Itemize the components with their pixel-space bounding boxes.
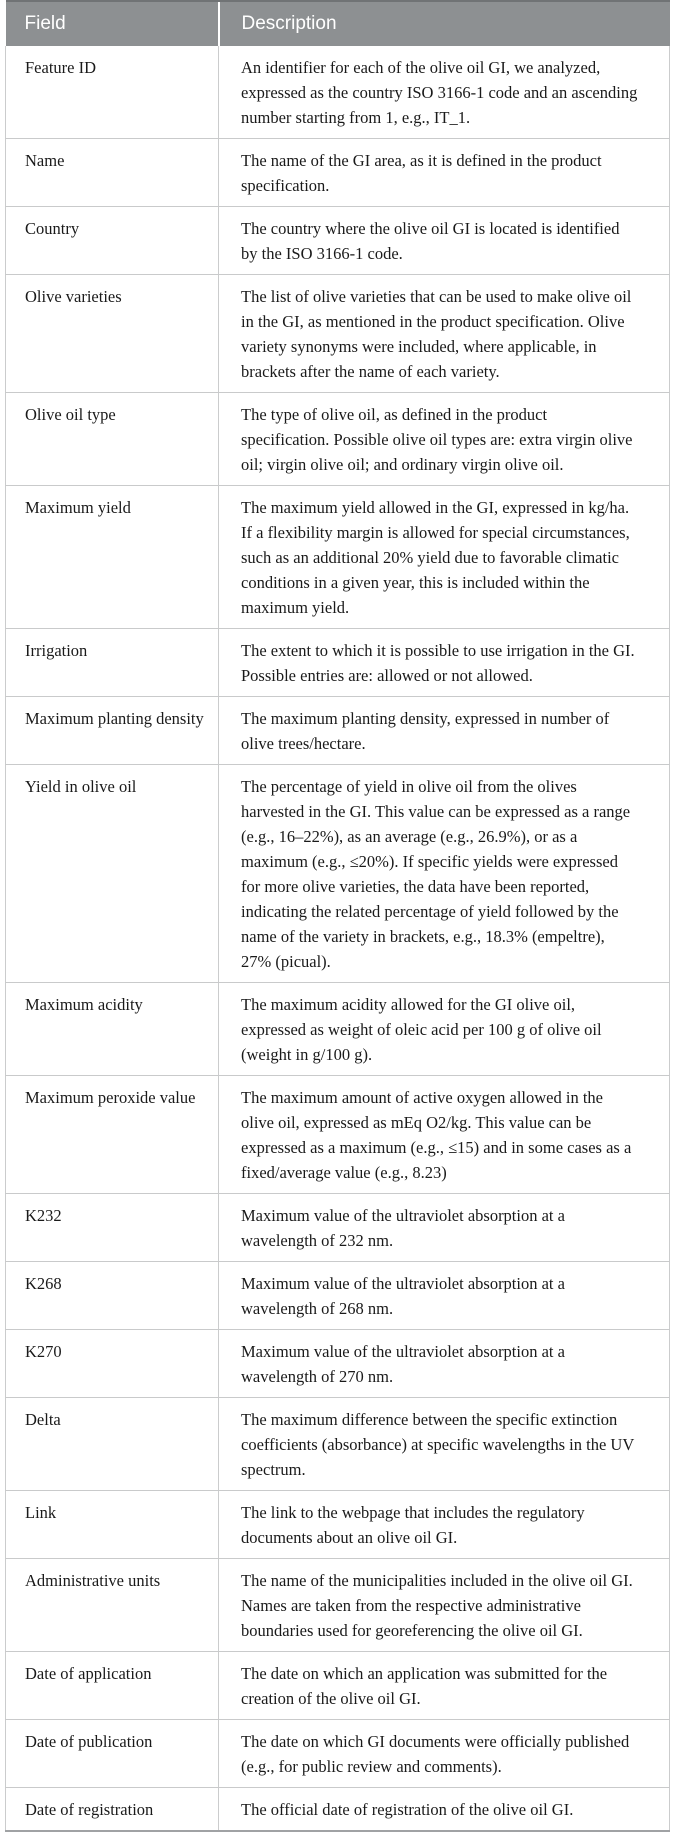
field-cell: Delta [6, 1398, 219, 1491]
field-cell: Date of registration [6, 1788, 219, 1832]
field-cell: Irrigation [6, 629, 219, 697]
description-cell: Maximum value of the ultraviolet absorption at a wavelength of 270 nm. [219, 1330, 670, 1398]
fields-table [5, 0, 670, 1832]
table-row [6, 275, 670, 393]
field-cell: Yield in olive oil [6, 765, 219, 983]
description-cell: An identifier for each of the olive oil GI, we analyzed, expressed as the country ISO 3166-1 code and an ascending number starting from 1, e.g., IT_1. [219, 46, 670, 139]
field-cell: Feature ID [6, 46, 219, 139]
description-cell: The extent to which it is possible to use irrigation in the GI. Possible entries are: allowed or not allowed. [219, 629, 670, 697]
description-cell: The type of olive oil, as defined in the product specification. Possible olive oil types are: extra virgin olive oil; virgin olive oil; and ordinary virgin olive oil. [219, 393, 670, 486]
description-cell: The maximum planting density, expressed in number of olive trees/hectare. [219, 697, 670, 765]
table-row [6, 486, 670, 629]
description-cell: The maximum difference between the specific extinction coefficients (absorbance) at specific wavelengths in the UV spectrum. [219, 1398, 670, 1491]
field-cell: K268 [6, 1262, 219, 1330]
table-row [6, 697, 670, 765]
description-cell: The link to the webpage that includes the regulatory documents about an olive oil GI. [219, 1491, 670, 1559]
description-cell: Maximum value of the ultraviolet absorption at a wavelength of 268 nm. [219, 1262, 670, 1330]
table-row [6, 393, 670, 486]
description-cell: The name of the municipalities included in the olive oil GI. Names are taken from the respective administrative boundaries used for georeferencing the olive oil GI. [219, 1559, 670, 1652]
field-cell: Name [6, 139, 219, 207]
table-row [6, 1262, 670, 1330]
table-row [6, 46, 670, 139]
field-cell: Maximum peroxide value [6, 1076, 219, 1194]
field-cell: Maximum planting density [6, 697, 219, 765]
table-row [6, 983, 670, 1076]
field-cell: Country [6, 207, 219, 275]
field-cell: Olive varieties [6, 275, 219, 393]
field-cell: Maximum acidity [6, 983, 219, 1076]
description-cell: Maximum value of the ultraviolet absorption at a wavelength of 232 nm. [219, 1194, 670, 1262]
table-row [6, 629, 670, 697]
field-cell: Date of publication [6, 1720, 219, 1788]
table-row [6, 1559, 670, 1652]
table-row [6, 1398, 670, 1491]
table-row [6, 1330, 670, 1398]
description-cell: The country where the olive oil GI is located is identified by the ISO 3166-1 code. [219, 207, 670, 275]
table-header [6, 1, 670, 46]
table-row [6, 1788, 670, 1832]
field-cell: Link [6, 1491, 219, 1559]
table-body [6, 46, 670, 1831]
field-cell: Olive oil type [6, 393, 219, 486]
description-cell: The official date of registration of the olive oil GI. [219, 1788, 670, 1832]
description-cell: The date on which an application was submitted for the creation of the olive oil GI. [219, 1652, 670, 1720]
table-row [6, 1194, 670, 1262]
table-row [6, 1652, 670, 1720]
description-cell: The name of the GI area, as it is defined in the product specification. [219, 139, 670, 207]
table-row [6, 1076, 670, 1194]
table-row [6, 1491, 670, 1559]
table-row [6, 1720, 670, 1788]
field-cell: Administrative units [6, 1559, 219, 1652]
description-column-header: Description [219, 1, 670, 46]
field-cell: Maximum yield [6, 486, 219, 629]
description-cell: The maximum acidity allowed for the GI olive oil, expressed as weight of oleic acid per 100 g of olive oil (weight in g/100 g). [219, 983, 670, 1076]
field-cell: K270 [6, 1330, 219, 1398]
field-cell: Date of application [6, 1652, 219, 1720]
field-cell: K232 [6, 1194, 219, 1262]
field-column-header: Field [6, 1, 219, 46]
description-cell: The percentage of yield in olive oil from the olives harvested in the GI. This value can be expressed as a range (e.g., 16–22%), as an average (e.g., 26.9%), or as a maximum (e.g., ≤20%). If specific yields were expressed for more olive varieties, the data have been reported, indicating the related percentage of yield followed by the name of the variety in brackets, e.g., 18.3% (empeltre), 27% (picual). [219, 765, 670, 983]
table-row [6, 765, 670, 983]
description-cell: The maximum amount of active oxygen allowed in the olive oil, expressed as mEq O2/kg. This value can be expressed as a maximum (e.g., ≤15) and in some cases as a fixed/average value (e.g., 8.23) [219, 1076, 670, 1194]
table-row [6, 139, 670, 207]
description-cell: The maximum yield allowed in the GI, expressed in kg/ha. If a flexibility margin is allowed for special circumstances, such as an additional 20% yield due to favorable climatic conditions in a given year, this is included within the maximum yield. [219, 486, 670, 629]
table-row [6, 207, 670, 275]
description-cell: The date on which GI documents were officially published (e.g., for public review and comments). [219, 1720, 670, 1788]
description-cell: The list of olive varieties that can be used to make olive oil in the GI, as mentioned in the product specification. Olive variety synonyms were included, where applicable, in brackets after the name of each variety. [219, 275, 670, 393]
table-header-row [6, 1, 670, 46]
